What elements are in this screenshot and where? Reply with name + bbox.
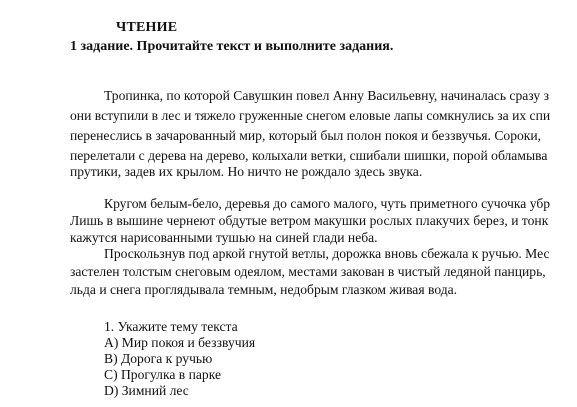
paragraph-2-line-1: Кругом белым-бело, деревья до самого малого, чуть приметного сучочка убр: [104, 196, 551, 211]
answer-option-b: B) Дорога к ручью: [104, 351, 213, 366]
answer-option-c: C) Прогулка в парке: [104, 367, 222, 382]
paragraph-2-line-4: Проскользнув под аркой гнутой ветлы, дорожка вновь сбежала к ручью. Мес: [104, 246, 550, 261]
question-prompt: 1. Укажите тему текста: [104, 319, 238, 334]
section-title: ЧТЕНИЕ: [116, 20, 178, 35]
paragraph-1-line-2: они вступили в лес и тяжело груженные снегом еловые лапы сомкнулись за их спи: [70, 108, 551, 123]
paragraph-2-line-2: Лишь в вышине чернеют обдутые ветром макушки рослых плакучих берез, и тонк: [70, 213, 549, 228]
paragraph-2-line-6: льда и снега проглядывала темным, недобрым глазком живая вода.: [70, 282, 458, 297]
paragraph-1-line-5: прутики, задев их крылом. Но ничто не рождало здесь звука.: [70, 164, 423, 179]
paragraph-2-line-5: застелен толстым снеговым одеялом, местами закован в чистый ледяной панцирь,: [70, 264, 546, 279]
paragraph-1-line-4: перелетали с дерева на дерево, колыхали ветки, сшибали шишки, порой обламыва: [70, 148, 548, 163]
paragraph-1-line-3: перенеслись в зачарованный мир, который был полон покоя и беззвучья. Сороки,: [70, 128, 542, 143]
answer-option-d: D) Зимний лес: [104, 383, 189, 398]
paragraph-2-line-3: кажутся нарисованными тушью на синей глади неба.: [70, 230, 378, 245]
task-title: 1 задание. Прочитайте текст и выполните задания.: [70, 39, 394, 54]
answer-option-a: А) Мир покоя и беззвучия: [104, 335, 256, 350]
paragraph-1-line-1: Тропинка, по которой Савушкин повел Анну Васильевну, начиналась сразу з: [104, 88, 549, 103]
